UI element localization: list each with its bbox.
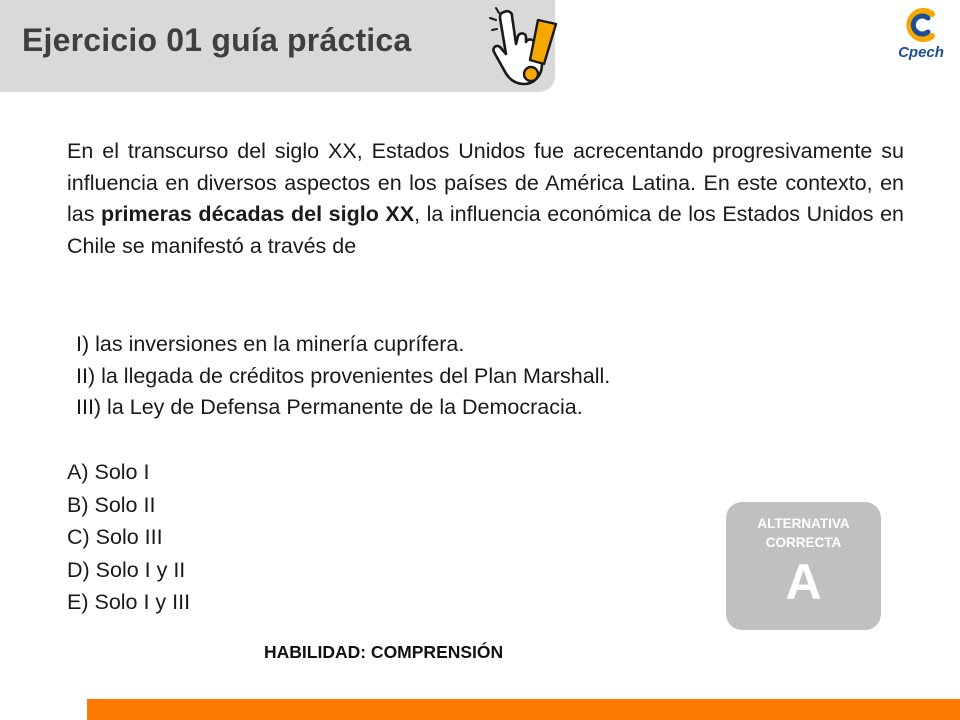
pointing-hand-exclamation-icon — [486, 6, 560, 88]
title-banner — [0, 0, 555, 92]
options-list — [67, 456, 467, 619]
option-e[interactable]: E) Solo I y III — [67, 590, 191, 614]
logo-text: Cpech — [898, 44, 944, 61]
footer-accent-bar — [87, 699, 960, 720]
correct-answer-box — [726, 502, 881, 630]
statements-list — [76, 329, 836, 424]
statement-item: III) la Ley de Defensa Permanente de la Democracia. — [76, 395, 583, 419]
question-part-2: , la influencia económica de los Estados Unidos en Chile se manifestó a través de — [67, 202, 904, 258]
statement-item: II) la llegada de créditos provenientes del Plan Marshall. — [76, 363, 611, 388]
skill-label: HABILIDAD: COMPRENSIÓN — [264, 642, 504, 662]
question-part-1: En el transcurso del siglo XX, Estados Unidos fue acrecentando progresivamente su influencia en diversos aspectos en los países de América Latina. En este contexto, en las — [67, 139, 904, 226]
correct-answer-label: ALTERNATIVA CORRECTA — [757, 516, 850, 550]
correct-answer-letter: A — [785, 554, 822, 610]
option-d[interactable]: D) Solo I y II — [67, 557, 186, 582]
question-emphasis: primeras décadas del siglo XX — [101, 202, 415, 226]
option-b[interactable]: B) Solo II — [67, 492, 156, 517]
cpech-logo — [888, 4, 954, 70]
question-text — [67, 136, 904, 262]
option-a[interactable]: A) Solo I — [67, 460, 150, 484]
option-c[interactable]: C) Solo III — [67, 525, 163, 549]
statement-item: I) las inversiones en la minería cuprífera. — [76, 332, 465, 356]
cpech-logo-mark-icon — [888, 4, 954, 46]
page-title: Ejercicio 01 guía práctica — [22, 22, 412, 58]
